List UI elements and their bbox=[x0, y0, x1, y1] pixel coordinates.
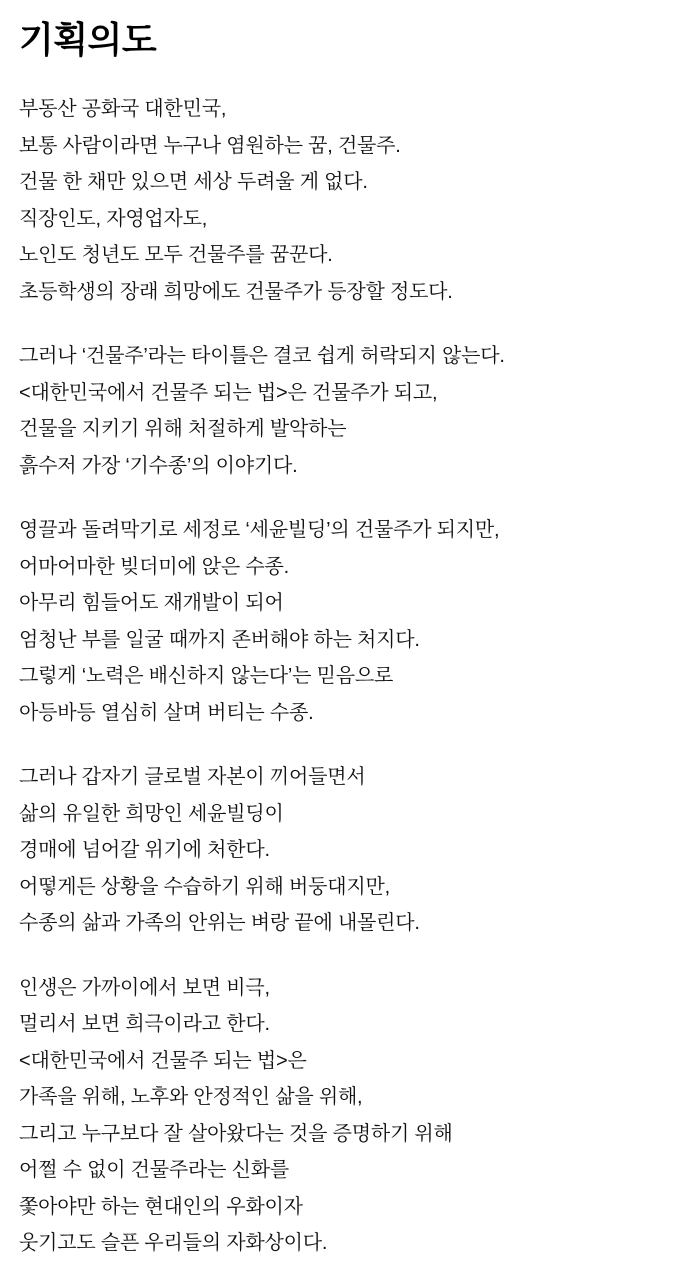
text-line: 어마어마한 빚더미에 앉은 수종. bbox=[19, 555, 289, 578]
text-line: 경매에 넘어갈 위기에 처한다. bbox=[19, 839, 270, 861]
paragraph bbox=[19, 759, 676, 942]
text-line: 초등학생의 장래 희망에도 건물주가 등장할 정도다. bbox=[19, 280, 453, 303]
text-line: 그러나 ‘건물주’라는 타이틀은 결코 쉽게 허락되지 않는다. bbox=[19, 345, 505, 367]
text-line: 부동산 공화국 대한민국, bbox=[19, 98, 227, 120]
text-line: 노인도 청년도 모두 건물주를 꿈꾼다. bbox=[19, 244, 333, 266]
text-line: 멀리서 보면 희극이라고 한다. bbox=[19, 1013, 270, 1035]
text-line: 인생은 가까이에서 보면 비극, bbox=[19, 976, 270, 999]
text-line: 영끌과 돌려막기로 세정로 ‘세윤빌딩’의 건물주가 되지만, bbox=[19, 519, 500, 541]
text-line: 엄청난 부를 일굴 때까지 존버해야 하는 처지다. bbox=[19, 628, 420, 651]
text-line: 흙수저 가장 ‘기수종’의 이야기다. bbox=[19, 454, 298, 477]
text-line: 삶의 유일한 희망인 세윤빌딩이 bbox=[19, 802, 284, 825]
text-line: 그리고 누구보다 잘 살아왔다는 것을 증명하기 위해 bbox=[19, 1122, 453, 1145]
paragraph bbox=[19, 338, 676, 484]
page-title: 기획의도 bbox=[19, 19, 157, 60]
text-line: 가족을 위해, 노후와 안정적인 삶을 위해, bbox=[19, 1086, 363, 1108]
text-line: 아등바등 열심히 살며 버티는 수종. bbox=[19, 701, 314, 724]
text-line: 보통 사람이라면 누구나 염원하는 꿈, 건물주. bbox=[19, 134, 401, 157]
text-line: 건물 한 채만 있으면 세상 두려울 게 없다. bbox=[19, 171, 368, 193]
planning-intent-body bbox=[19, 91, 676, 1262]
text-line: 수종의 삶과 가족의 안위는 벼랑 끝에 내몰린다. bbox=[19, 912, 420, 934]
paragraph bbox=[19, 91, 676, 310]
text-line: 그러나 갑자기 글로벌 자본이 끼어들면서 bbox=[19, 766, 366, 788]
text-line: 그렇게 ‘노력은 배신하지 않는다’는 믿음으로 bbox=[19, 665, 394, 687]
text-line: 건물을 지키기 위해 처절하게 발악하는 bbox=[19, 418, 347, 440]
paragraph bbox=[19, 970, 676, 1262]
paragraph bbox=[19, 512, 676, 731]
text-line: 어쩔 수 없이 건물주라는 신화를 bbox=[19, 1159, 289, 1181]
text-line: 아무리 힘들어도 재개발이 되어 bbox=[19, 592, 284, 614]
text-line: 어떻게든 상황을 수습하기 위해 버둥대지만, bbox=[19, 875, 390, 898]
text-line: 웃기고도 슬픈 우리들의 자화상이다. bbox=[19, 1232, 328, 1254]
text-line: <대한민국에서 건물주 되는 법>은 건물주가 되고, bbox=[19, 381, 438, 404]
text-line: 직장인도, 자영업자도, bbox=[19, 207, 208, 230]
text-line: 쫓아야만 하는 현대인의 우화이자 bbox=[19, 1195, 303, 1218]
text-line: <대한민국에서 건물주 되는 법>은 bbox=[19, 1049, 307, 1072]
